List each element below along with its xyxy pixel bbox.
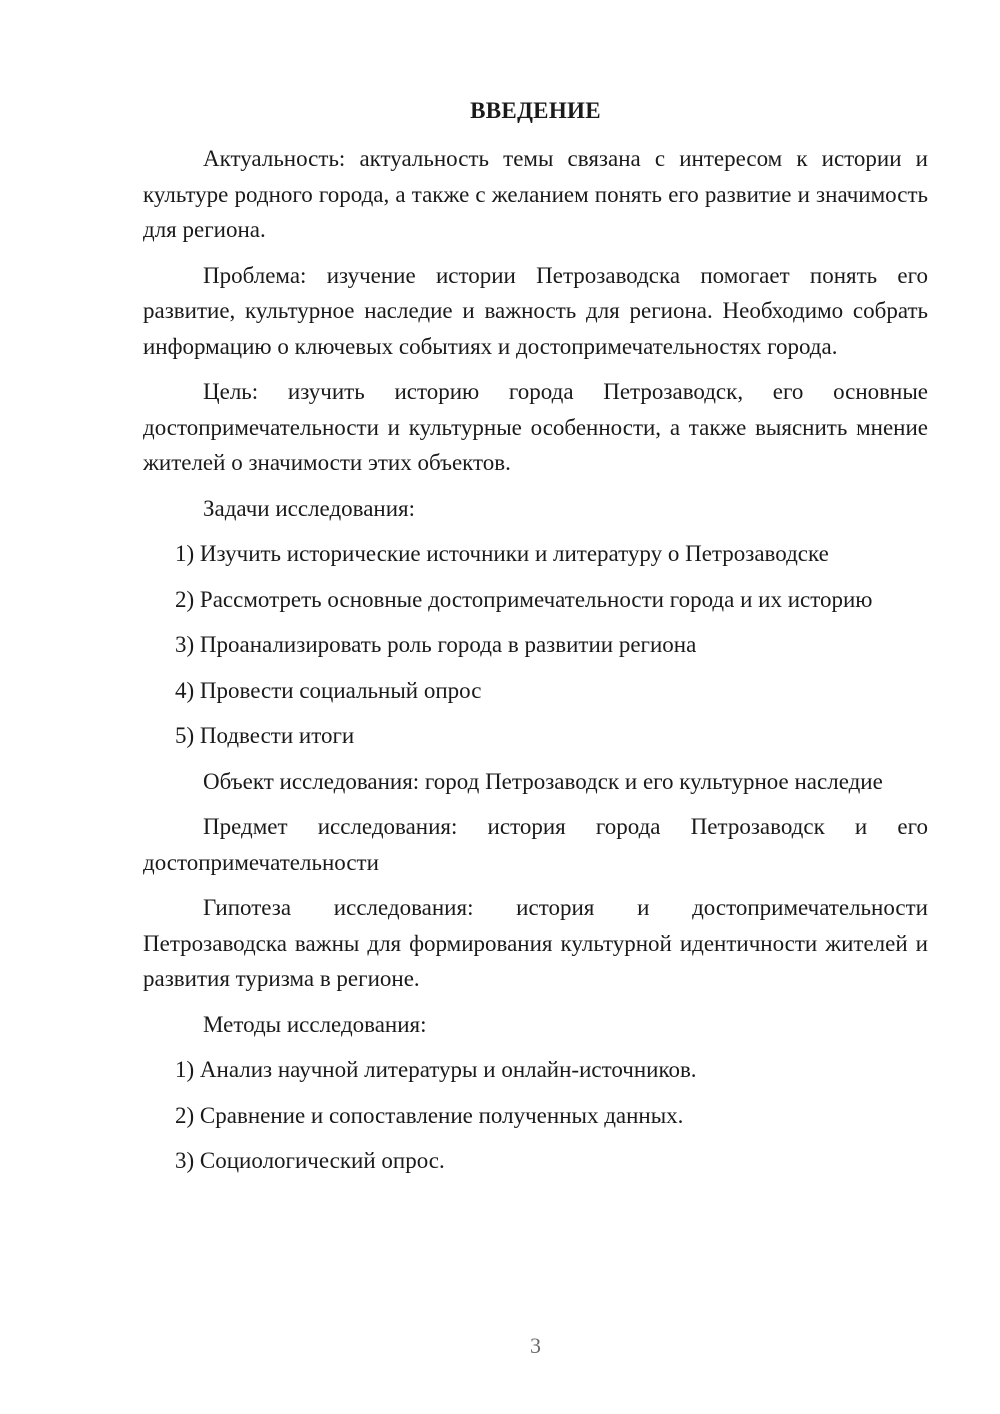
problem-paragraph: Проблема: изучение истории Петрозаводска помогает понять его развитие, культурное наследие и важность для региона. Необходимо собрать информацию о ключевых событиях и достопримечательностях города.	[143, 262, 928, 359]
relevance-paragraph: Актуальность: актуальность темы связана с интересом к истории и культуре родного города, а также с желанием понять его развитие и значимость для региона.	[143, 146, 928, 242]
task-item: 5) Подвести итоги	[175, 723, 355, 748]
tasks-title: Задачи исследования:	[203, 495, 416, 521]
hypothesis-paragraph: Гипотеза исследования: история и достопримечательности Петрозаводска важны для формирования культурной идентичности жителей и развития туризма в регионе.	[143, 895, 928, 991]
document-page	[143, 0, 928, 1414]
section-heading: ВВЕДЕНИЕ	[470, 98, 601, 123]
goal-paragraph: Цель: изучить историю города Петрозаводск, его основные достопримечательности и культурные особенности, а также выяснить мнение жителей о значимости этих объектов.	[143, 379, 928, 475]
method-item: 2) Сравнение и сопоставление полученных данных.	[175, 1102, 684, 1128]
page-number: 3	[530, 1333, 541, 1358]
task-item: 2) Рассмотреть основные достопримечательности города и их историю	[175, 586, 873, 612]
method-item: 3) Социологический опрос.	[175, 1148, 445, 1173]
task-item: 1) Изучить исторические источники и литературу о Петрозаводске	[175, 541, 829, 566]
method-item: 1) Анализ научной литературы и онлайн-источников.	[175, 1057, 697, 1082]
methods-title: Методы исследования:	[203, 1011, 427, 1037]
task-item: 4) Провести социальный опрос	[175, 677, 482, 703]
subject-paragraph: Предмет исследования: история города Петрозаводск и его достопримечательности	[143, 814, 928, 875]
task-item: 3) Проанализировать роль города в развитии региона	[175, 632, 697, 657]
document-body	[143, 141, 928, 1189]
object-paragraph: Объект исследования: город Петрозаводск и его культурное наследие	[203, 768, 883, 794]
